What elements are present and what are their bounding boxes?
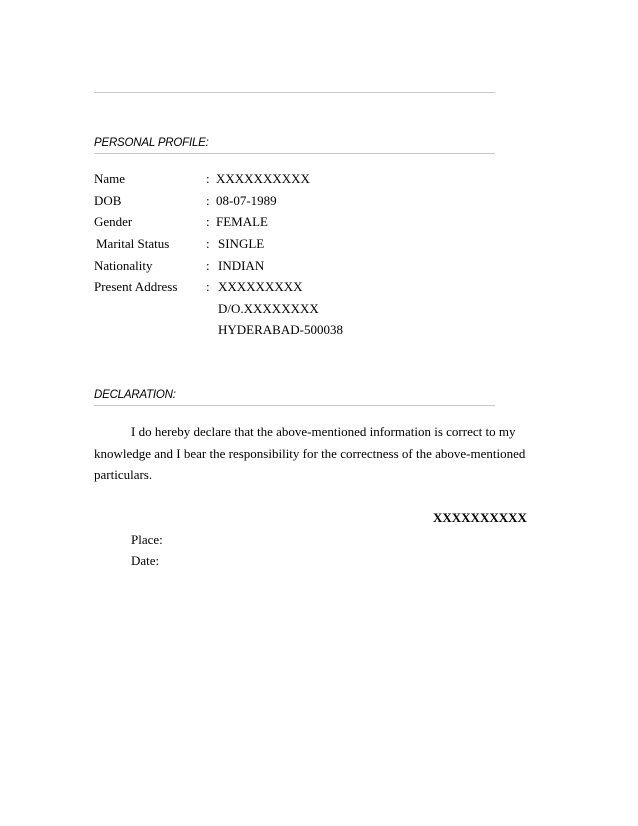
- signature-name: XXXXXXXXXX: [433, 510, 527, 525]
- marital-status-separator: :: [206, 236, 210, 251]
- date-label: Date:: [131, 553, 160, 568]
- dob-label: DOB: [94, 193, 122, 208]
- dob-separator: :: [206, 193, 210, 208]
- personal-profile-divider: [94, 153, 495, 154]
- place-label: Place:: [131, 532, 163, 547]
- address-line: HYDERABAD-500038: [218, 322, 343, 337]
- marital-status-label: Marital Status: [96, 236, 170, 251]
- address-line: D/O.XXXXXXXX: [218, 301, 319, 316]
- dob-value: 08-07-1989: [216, 193, 277, 208]
- personal-profile-heading: PERSONAL PROFILE:: [94, 137, 209, 149]
- name-value: XXXXXXXXXX: [216, 171, 310, 186]
- declaration-heading: DECLARATION:: [94, 389, 176, 401]
- marital-status-value: SINGLE: [218, 236, 265, 251]
- present-address-value: XXXXXXXXX: [218, 279, 303, 294]
- gender-separator: :: [206, 214, 210, 229]
- gender-value: FEMALE: [216, 214, 268, 229]
- top-divider: [94, 92, 495, 93]
- nationality-separator: :: [206, 258, 210, 273]
- nationality-value: INDIAN: [218, 258, 265, 273]
- gender-label: Gender: [94, 214, 133, 229]
- declaration-text-line: I do hereby declare that the above-mentioned information is correct to my: [131, 424, 516, 439]
- declaration-text-line: knowledge and I bear the responsibility for the correctness of the above-mentioned: [94, 446, 526, 461]
- nationality-label: Nationality: [94, 258, 153, 273]
- present-address-label: Present Address: [94, 279, 178, 294]
- name-separator: :: [206, 171, 210, 186]
- name-label: Name: [94, 171, 126, 186]
- declaration-divider: [94, 405, 495, 406]
- declaration-text-line: particulars.: [94, 467, 153, 482]
- present-address-separator: :: [206, 279, 210, 294]
